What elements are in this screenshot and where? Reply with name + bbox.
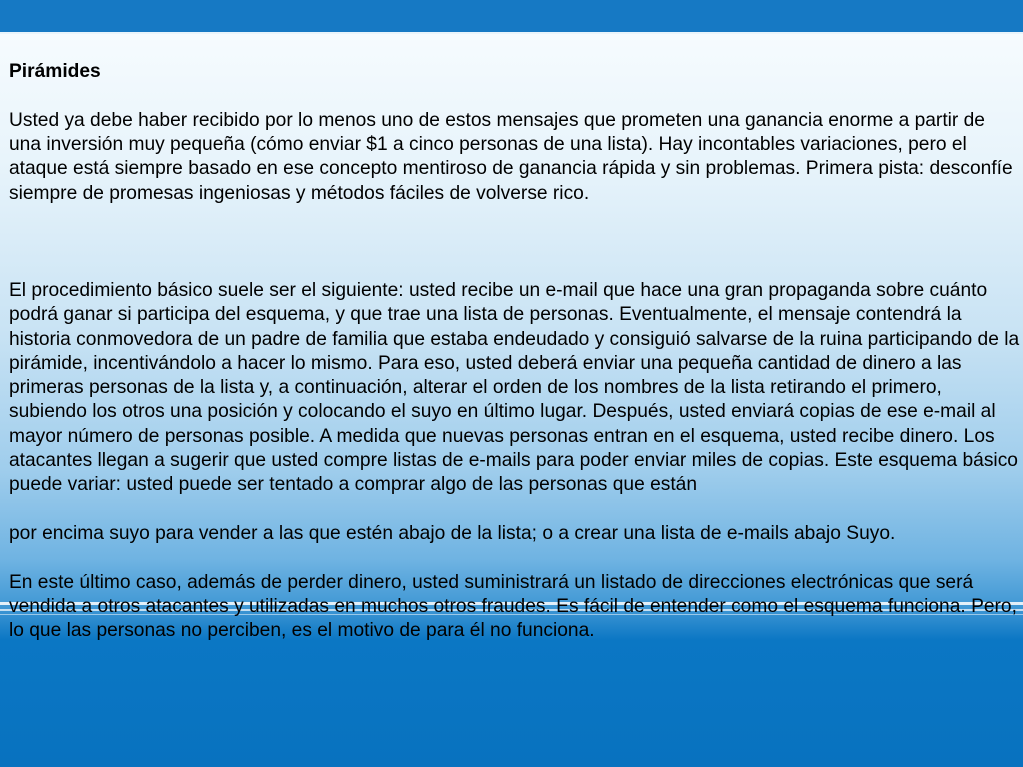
slide-body bbox=[9, 36, 1021, 668]
paragraph-intro: Usted ya debe haber recibido por lo menos uno de estos mensajes que prometen una ganancia enorme a partir de una inversión muy pequeña (cómo enviar $1 a cinco personas de una lista). Hay incontables variaciones, pero el ataque está siempre basado en ese concepto mentiroso de ganancia rápida y sin problemas. Primera pista: desconfíe siempre de promesas ingeniosas y métodos fáciles de volverse rico. bbox=[9, 109, 1013, 204]
paragraph-conclusion: En este último caso, además de perder dinero, usted suministrará un listado de direcciones electrónicas que será vendida a otros atacantes y utilizadas en muchos otros fraudes. Es fácil de entender como el esquema funciona. Pero, lo que las personas no perciben, es el motivo de para él no funciona. bbox=[9, 571, 1017, 642]
top-band bbox=[0, 0, 1023, 33]
top-divider-line bbox=[0, 32, 1023, 34]
slide-title: Pirámides bbox=[9, 61, 101, 83]
paragraph-variation: por encima suyo para vender a las que estén abajo de la lista; o a crear una lista de e-mails abajo Suyo. bbox=[9, 522, 896, 544]
paragraph-spacer bbox=[9, 230, 1021, 254]
paragraph-procedure: El procedimiento básico suele ser el siguiente: usted recibe un e-mail que hace una gran propaganda sobre cuánto podrá ganar si participa del esquema, y que trae una lista de personas. Eventualmente, el mensaje contendrá la historia conmovedora de un padre de familia que estaba endeudado y consiguió salvarse de la ruina participando de la pirámide, incentivándolo a hacer lo mismo. Para eso, usted deberá enviar una pequeña cantidad de dinero a las primeras personas de la lista y, a continuación, alterar el orden de los nombres de la lista retirando el primero, subiendo los otros una posición y colocando el suyo en último lugar. Después, usted enviará copias de ese e-mail al mayor número de personas posible. A medida que nuevas personas entran en el esquema, usted recibe dinero. Los atacantes llegan a sugerir que usted compre listas de e-mails para poder enviar miles de copias. Este esquema básico puede variar: usted puede ser tentado a comprar algo de las personas que están bbox=[9, 279, 1020, 496]
